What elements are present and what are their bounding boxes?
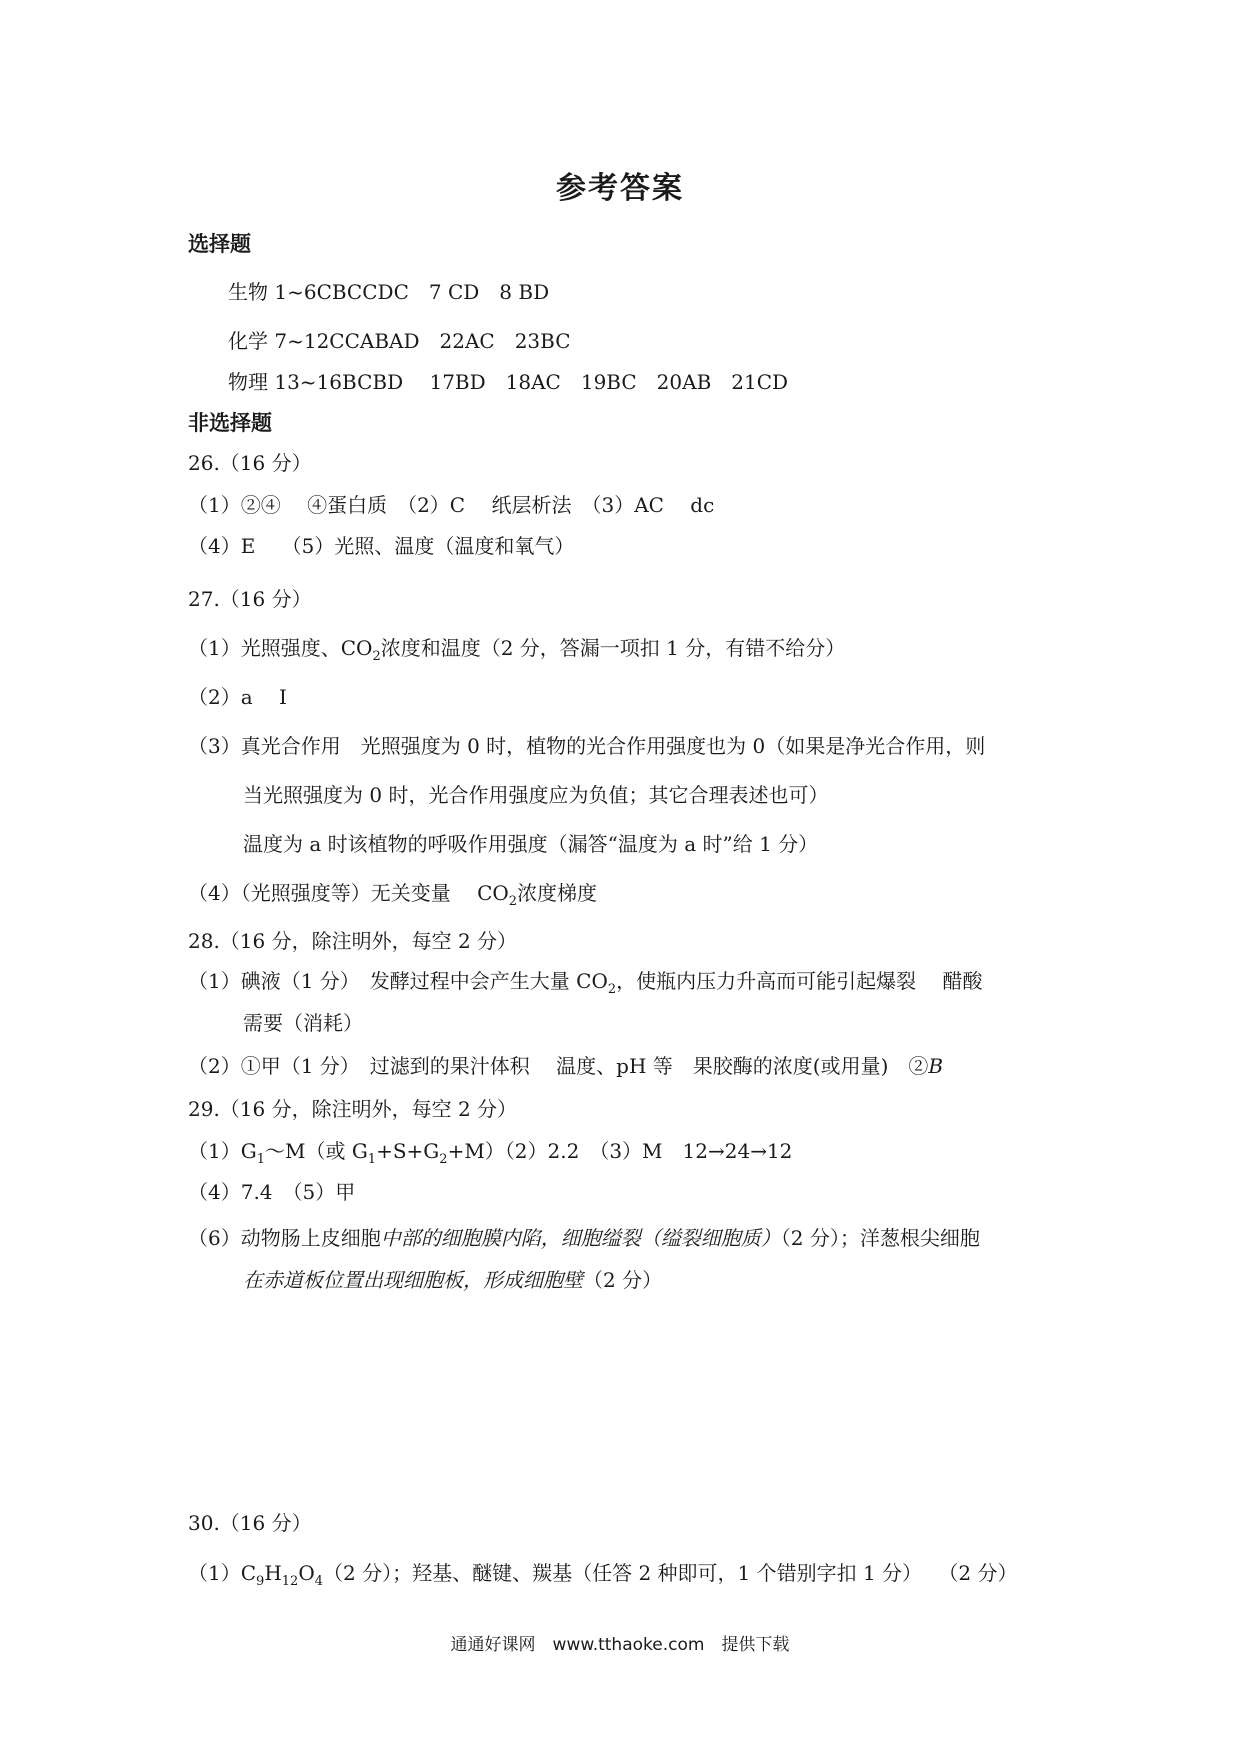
q27-line-6 (188, 877, 597, 909)
q29-line-4 (243, 1264, 662, 1293)
q27-line-6-b: 浓度梯度 (517, 881, 598, 905)
q29-line-1-s1: 1 (256, 1152, 265, 1167)
q29-line-4-a: 在 (243, 1268, 263, 1292)
q29-line-4-c: （2 分） (583, 1268, 663, 1292)
q28-line-1-sub: 2 (607, 982, 617, 997)
q30-heading: 30.（16 分） (188, 1511, 312, 1535)
q29-line-1-s3: 2 (439, 1152, 448, 1167)
page-footer: 通通好课网 www.tthaoke.com 提供下载 (450, 1635, 790, 1655)
q27-line-5: 温度为 a 时该植物的呼吸作用强度（漏答“温度为 a 时”给 1 分） (243, 832, 819, 856)
q28-line-3 (188, 1050, 943, 1079)
q28-line-1-a: （1）碘液（1 分） 发酵过程中会产生大量 CO (188, 969, 608, 993)
mc-biology-answers: 生物 1~6CBCCDC 7 CD 8 BD (228, 280, 550, 304)
q28-line-3-a: （2）①甲（1 分） 过滤到的果汁体积 温度、pH 等 果胶酶的浓度(或用量) ② (188, 1054, 929, 1078)
q26-line-1: （1）②④ ④蛋白质 （2）C 纸层析法 （3）AC dc (188, 493, 715, 517)
q29-heading: 29.（16 分，除注明外，每空 2 分） (188, 1097, 518, 1121)
q27-line-2: （2）a I (188, 685, 287, 709)
q30-line-1-a: （1）C (188, 1561, 257, 1585)
q28-line-2: 需要（消耗） (243, 1011, 363, 1035)
q30-line-1-s2: 12 (281, 1574, 299, 1589)
q26-line-2: （4）E （5）光照、温度（温度和氧气） (188, 534, 575, 558)
mc-physics-answers: 物理 13~16BCBD 17BD 18AC 19BC 20AB 21CD (228, 370, 789, 394)
q27-line-1-b: 浓度和温度（2 分，答漏一项扣 1 分，有错不给分） (380, 636, 846, 660)
page-title: 参考答案 (556, 171, 684, 206)
q30-line-1-b: H (264, 1561, 282, 1585)
q29-line-4-b: 赤道板位置出现细胞板，形成细胞壁 (263, 1268, 583, 1292)
q29-line-3-a: （6）动物肠上皮细胞 (188, 1226, 381, 1250)
q27-line-3: （3）真光合作用 光照强度为 0 时，植物的光合作用强度也为 0（如果是净光合作用，则 (188, 734, 986, 758)
q29-line-1-s2: 1 (367, 1152, 377, 1167)
q28-line-3-b: B (928, 1054, 944, 1078)
q29-line-3-b: 中部的细胞膜内陷，细胞缢裂（缢裂细胞质） (380, 1226, 781, 1250)
q27-line-1-sub: 2 (372, 649, 381, 664)
q26-heading: 26.（16 分） (188, 451, 312, 475)
q28-heading: 28.（16 分，除注明外，每空 2 分） (188, 929, 518, 953)
q27-line-1 (188, 632, 845, 664)
q27-heading: 27.（16 分） (188, 587, 312, 611)
q27-line-1-a: （1）光照强度、CO (188, 636, 373, 660)
q29-line-2: （4）7.4 （5）甲 (188, 1180, 356, 1204)
q27-line-6-a: （4）（光照强度等）无关变量 CO (188, 881, 509, 905)
mc-chemistry-answers: 化学 7~12CCABAD 22AC 23BC (228, 329, 571, 353)
nonmc-section-heading: 非选择题 (188, 410, 272, 435)
q27-line-6-sub: 2 (508, 894, 518, 909)
q30-line-1-s1: 9 (256, 1574, 265, 1589)
q29-line-3 (188, 1222, 980, 1251)
q28-line-1-b: ，使瓶内压力升高而可能引起爆裂 醋酸 (616, 969, 983, 993)
q27-line-4: 当光照强度为 0 时，光合作用强度应为负值；其它合理表述也可） (243, 783, 829, 807)
q29-line-1-a: （1）G (188, 1139, 257, 1163)
q30-line-1-d: （2 分）；羟基、醚键、羰基（任答 2 种即可，1 个错别字扣 1 分） （2 分） (323, 1561, 1018, 1585)
q28-line-1 (188, 965, 983, 997)
q30-line-1 (188, 1557, 1017, 1589)
q29-line-1 (188, 1135, 792, 1167)
mc-section-heading: 选择题 (188, 231, 251, 256)
q29-line-1-b: ～M（或 G (264, 1139, 368, 1163)
q29-line-1-d: +M）（2）2.2 （3）M 12→24→12 (447, 1139, 793, 1163)
q30-line-1-s3: 4 (314, 1574, 323, 1589)
q29-line-3-c: （2 分）；洋葱根尖细胞 (780, 1226, 980, 1250)
q30-line-1-c: O (298, 1561, 315, 1585)
q29-line-1-c: +S+G (376, 1139, 440, 1163)
